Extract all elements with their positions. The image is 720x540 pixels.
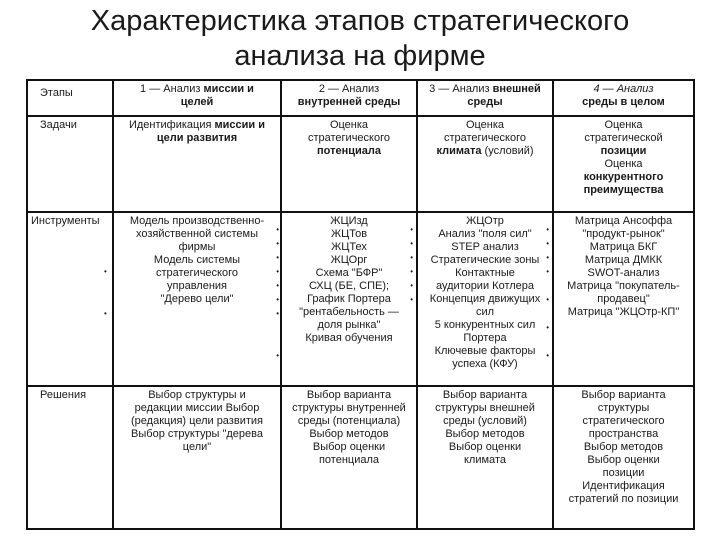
bullet-icon: •: [546, 351, 549, 360]
bullet-icon: •: [410, 267, 413, 276]
decisions-col2-item: Выбор варианта: [306, 389, 392, 401]
header-col1-text-b: миссии и: [203, 83, 254, 95]
tools-col3-item: успеха (КФУ): [452, 358, 518, 370]
tasks-col4-text-f: преимущества: [583, 184, 664, 196]
tools-col2-item: СХЦ (БЕ, СПЕ);: [308, 280, 390, 292]
tasks-col4-text-b: стратегической: [584, 132, 663, 144]
tools-col2-item: доля рынка": [317, 319, 381, 331]
tools-col2-item: Кривая обучения: [305, 332, 393, 344]
header-col2-text-a: 2 — Анализ: [318, 83, 380, 95]
tasks-col3-text-c: климата: [436, 145, 482, 157]
decisions-col3-cell: [417, 386, 553, 529]
tools-col1-item: Модель системы: [153, 254, 241, 266]
decisions-col3-item: структуры внешней: [435, 402, 535, 414]
bullet-icon: •: [410, 281, 413, 290]
bullet-icon: •: [276, 281, 279, 290]
tools-col4-item: Матрица БКГ: [589, 241, 658, 253]
tasks-col4-text-e: конкурентного: [583, 171, 664, 183]
tools-col1-item: фирмы: [178, 241, 216, 253]
bullet-icon: •: [410, 253, 413, 262]
header-col1-text-c: целей: [180, 96, 214, 108]
tools-col3-item: 5 конкурентных сил: [434, 319, 536, 331]
tools-col4-item: Матрица "покупатель-: [567, 280, 680, 292]
tasks-col1-text-a: Идентификация: [128, 119, 215, 131]
decisions-col3-item: Выбор варианта: [442, 389, 528, 401]
decisions-label: Решения: [40, 389, 87, 401]
table-row-tasks: [27, 116, 694, 212]
bullet-icon: •: [276, 295, 279, 304]
tasks-col3-text-d: (условий): [481, 145, 534, 157]
tasks-col1-cell: [113, 116, 281, 212]
tools-col4-item: Матрица Ансоффа: [574, 215, 673, 227]
decisions-col3-item: Выбор оценки: [448, 441, 522, 453]
tasks-col4-text-d: Оценка: [604, 158, 643, 170]
decisions-col4-item: позиции: [602, 467, 645, 479]
decisions-col2-item: Выбор оценки: [312, 441, 386, 453]
decisions-col4-item: Выбор оценки: [587, 454, 660, 466]
header-col3-text-a: 3 — Анализ: [429, 83, 493, 95]
tasks-label: Задачи: [40, 119, 77, 131]
bullet-icon: •: [546, 239, 549, 248]
tasks-col1-text-b: миссии и: [214, 119, 265, 131]
bullet-icon: •: [276, 351, 279, 360]
decisions-col1-cell: [113, 386, 281, 529]
tools-col2-cell: [281, 212, 417, 386]
tools-col4-cell: [553, 212, 694, 386]
stages-table: [26, 79, 695, 530]
tools-col2-item: ЖЦТов: [330, 228, 368, 240]
tools-col1-item: "Дерево цели": [160, 293, 234, 305]
decisions-col2-item: потенциала: [318, 454, 380, 466]
slide-title-line-2: анализа на фирме: [234, 40, 486, 72]
decisions-col2-item: среды (потенциала): [297, 415, 401, 427]
tasks-col2-text-b: стратегического: [307, 132, 390, 144]
tools-col2-item: График Портера: [307, 293, 391, 305]
table-row-tools: [27, 212, 694, 386]
header-col4-text-a: 4 — Анализ: [593, 83, 654, 95]
decisions-col1-item: Выбор структуры и: [148, 389, 246, 401]
tools-col2-item: ЖЦТех: [331, 241, 367, 253]
decisions-col4-item: стратегий по позиции: [568, 493, 679, 505]
decisions-col4-item: структуры: [597, 402, 650, 414]
decisions-col1-item: (редакция) цели развития: [131, 415, 263, 427]
tasks-col1-text-c: цели развития: [156, 132, 238, 144]
tools-col3-item: Контактные: [455, 267, 515, 279]
tasks-label-cell: [27, 116, 113, 212]
header-col1-cell: [113, 80, 281, 116]
bullet-icon: •: [276, 253, 279, 262]
decisions-col4-item: пространства: [588, 428, 659, 440]
bullet-icon: •: [546, 225, 549, 234]
slide-title-line-1: Характеристика этапов стратегического: [90, 5, 630, 37]
decisions-col1-item: редакции миссии Выбор: [134, 402, 260, 414]
tasks-col4-text-a: Оценка: [604, 119, 643, 131]
header-col2-cell: [281, 80, 417, 116]
bullet-icon: •: [276, 267, 279, 276]
tools-col1-item: хозяйственной системы: [135, 228, 258, 240]
decisions-label-cell: [27, 386, 113, 529]
tools-col3-item: STEP анализ: [451, 241, 519, 253]
bullet-icon: •: [276, 225, 279, 234]
decisions-col4-item: Выбор методов: [583, 441, 664, 453]
tools-col1-item: Модель производственно-: [129, 215, 265, 227]
tools-col3-item: аудитории Котлера: [435, 280, 535, 292]
tools-col1-cell: [113, 212, 281, 386]
header-col4-cell: [553, 80, 694, 116]
header-col4-text-b: среды в целом: [582, 96, 665, 108]
decisions-col3-item: Выбор методов: [445, 428, 525, 440]
bullet-icon: •: [546, 253, 549, 262]
decisions-col4-cell: [553, 386, 694, 529]
decisions-col4-item: Выбор варианта: [581, 389, 666, 401]
tasks-col2-text-c: потенциала: [317, 145, 381, 157]
decisions-col4-item: стратегического: [582, 415, 665, 427]
tools-label: Инструменты: [31, 215, 100, 227]
tasks-col4-text-c: позиции: [600, 145, 647, 157]
header-col3-text-b: внешней: [492, 83, 541, 95]
decisions-col2-cell: [281, 386, 417, 529]
tools-col2-item: Схема "БФР": [315, 267, 383, 279]
bullet-icon: •: [546, 267, 549, 276]
header-col3-text-c: среды: [467, 96, 503, 108]
tools-col4-item: Матрица ДМКК: [584, 254, 663, 266]
decisions-col2-item: Выбор методов: [309, 428, 389, 440]
header-col2-text-b: внутренней среды: [297, 96, 401, 108]
tasks-col3-text-a: Оценка: [465, 119, 505, 131]
bullet-icon: •: [546, 295, 549, 304]
tasks-col3-text-b: стратегического: [443, 132, 526, 144]
tools-col2-item: ЖЦИзд: [330, 215, 368, 227]
slide-title: [0, 4, 720, 74]
bullet-icon: •: [410, 225, 413, 234]
tools-col1-item: стратегического: [155, 267, 238, 279]
tools-col1-item: управления: [167, 280, 227, 292]
bullet-icon: •: [410, 239, 413, 248]
tools-col3-item: Ключевые факторы: [434, 345, 536, 357]
tools-col2-item: ЖЦОрг: [330, 254, 368, 266]
tasks-col3-cell: [417, 116, 553, 212]
decisions-col1-item: цели": [182, 441, 212, 453]
header-stages-cell: [27, 80, 113, 116]
tools-col3-cell: [417, 212, 553, 386]
tools-col3-item: Концепция движущих: [429, 293, 541, 305]
tools-col3-item: ЖЦОтр: [466, 215, 504, 227]
tasks-col2-text-a: Оценка: [329, 119, 369, 131]
bullet-icon: •: [276, 239, 279, 248]
header-col1-text-a: 1 — Анализ: [140, 83, 204, 95]
tools-col4-item: "продукт-рынок": [582, 228, 665, 240]
tasks-col4-cell: [553, 116, 694, 212]
table-row-header: [27, 80, 694, 116]
tools-col4-item: продавец": [597, 293, 650, 305]
bullet-icon: •: [104, 309, 107, 318]
tools-col3-item: Стратегические зоны: [430, 254, 540, 266]
decisions-col1-item: Выбор структуры "дерева: [131, 428, 263, 440]
header-col3-cell: [417, 80, 553, 116]
decisions-col4-item: Идентификация: [582, 480, 665, 492]
tools-col4-item: Матрица "ЖЦОтр-КП": [567, 306, 680, 318]
tasks-col2-cell: [281, 116, 417, 212]
tools-col3-item: сил: [475, 306, 495, 318]
tools-label-cell: [27, 212, 113, 386]
bullet-icon: •: [410, 295, 413, 304]
table-row-decisions: [27, 386, 694, 529]
decisions-col3-item: среды (условий): [443, 415, 527, 427]
bullet-icon: •: [104, 267, 107, 276]
header-stages-label: Этапы: [40, 87, 73, 99]
bullet-icon: •: [276, 309, 279, 318]
decisions-col3-item: климата: [464, 454, 506, 466]
decisions-col2-item: структуры внутренней: [292, 402, 406, 414]
tools-col3-item: Анализ "поля сил": [438, 228, 532, 240]
tools-col3-item: Портера: [463, 332, 507, 344]
tools-col2-item: "рентабельность —: [299, 306, 399, 318]
tools-col4-item: SWOT-анализ: [587, 267, 660, 279]
bullet-icon: •: [546, 323, 549, 332]
